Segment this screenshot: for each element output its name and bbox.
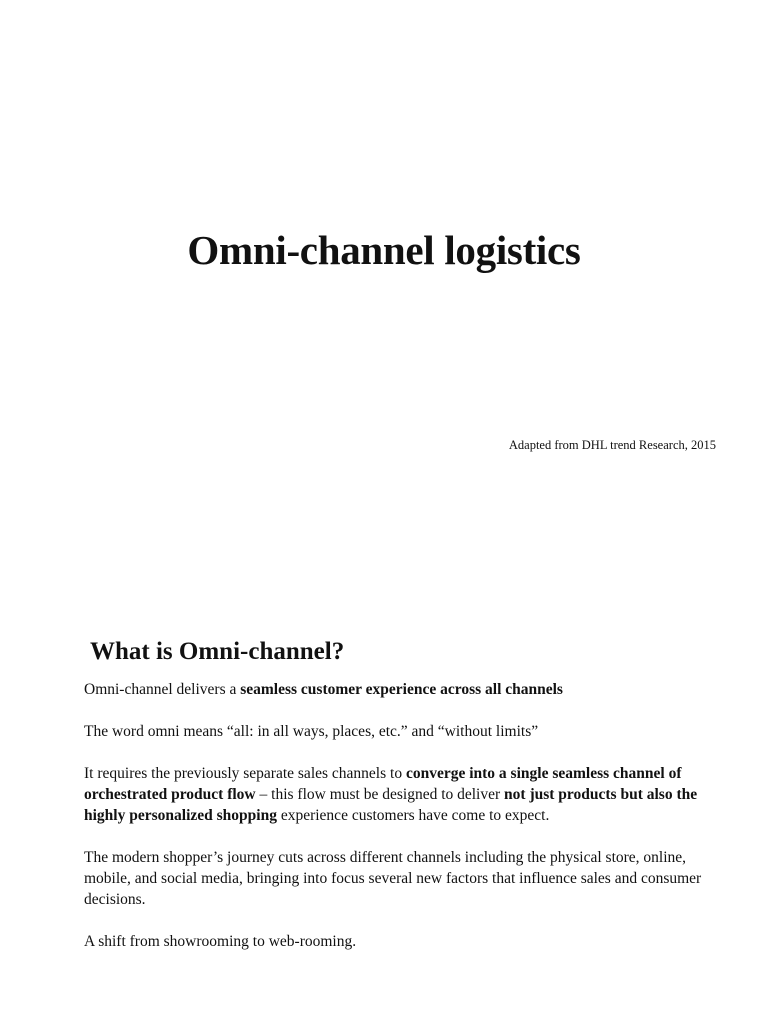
paragraph-text: The word omni means “all: in all ways, places, etc.” and “without limits” <box>84 723 539 740</box>
paragraph-text: Omni-channel delivers a <box>84 681 241 698</box>
paragraph-definition <box>84 679 720 700</box>
paragraph-text: A shift from showrooming to web-rooming. <box>84 933 357 950</box>
paragraph-shift <box>84 931 720 952</box>
paragraph-text: The modern shopper’s journey cuts across different channels including the physical store, online, mobile, and social media, bringing into focus several new factors that influence sales and consumer decisions. <box>84 849 702 908</box>
paragraph-emphasis: not just products but also the highly personalized shopping <box>84 786 698 824</box>
section-body <box>84 679 720 973</box>
paragraph-requirements <box>84 763 720 826</box>
paragraph-emphasis: seamless customer experience across all channels <box>240 681 563 698</box>
paragraph-word-meaning <box>84 721 720 742</box>
paragraph-shopper-journey <box>84 847 720 910</box>
document-title: Omni-channel logistics <box>187 227 581 273</box>
section-heading: What is Omni-channel? <box>90 638 345 665</box>
paragraph-emphasis: converge into a single seamless channel of orchestrated product flow <box>84 765 682 803</box>
paragraph-text: experience customers have come to expect. <box>276 807 550 824</box>
paragraph-text: – this flow must be designed to deliver <box>255 786 505 803</box>
source-note: Adapted from DHL trend Research, 2015 <box>508 438 716 452</box>
paragraph-text: It requires the previously separate sales channels to <box>84 765 406 782</box>
